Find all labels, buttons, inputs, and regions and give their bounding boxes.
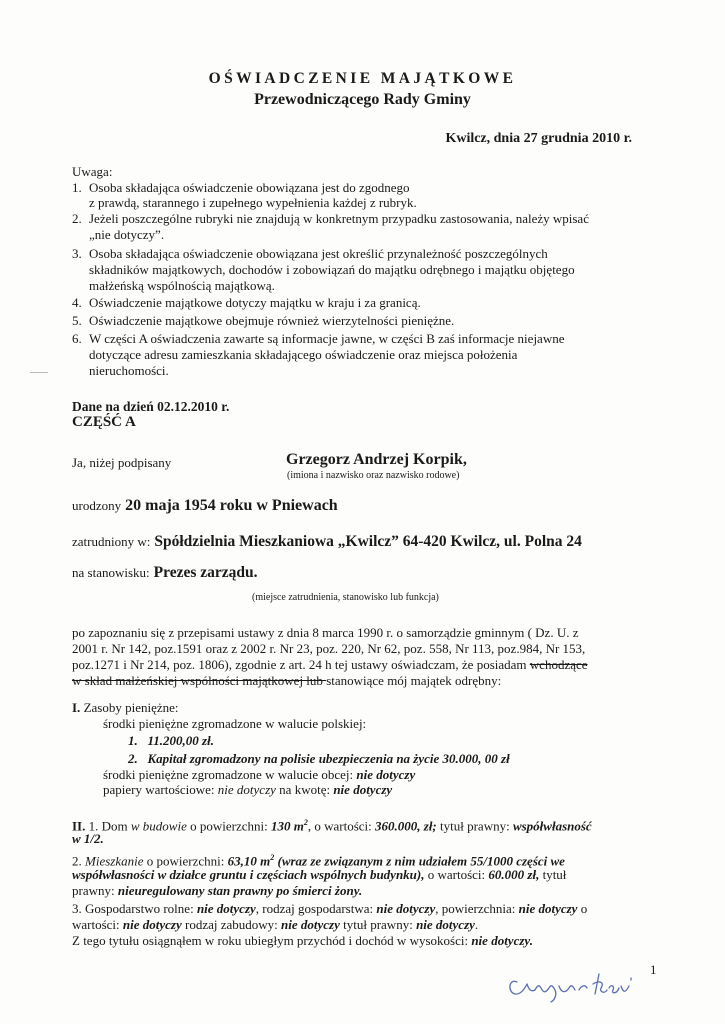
data-date: Dane na dzień 02.12.2010 r.	[72, 399, 230, 414]
apartment-line-3: prawny: nieuregulowany stan prawny po śmierci żony.	[72, 883, 363, 898]
birth-line: urodzony 20 maja 1954 roku w Pniewach	[72, 497, 338, 514]
uwaga-item-5: 5. Oświadczenie majątkowe obejmuje również wierzytelności pieniężne.	[72, 313, 455, 328]
declarant-name: Grzegorz Andrzej Korpik,	[286, 451, 467, 468]
house-line: II. 1. Dom w budowie o powierzchni: 130 $m^2$, o wartości: 360.000, zł; tytuł prawny: współwłasność	[72, 818, 592, 834]
uwaga-item-3: 3. Osoba składająca oświadczenie obowiązana jest określić przynależność poszczególnych	[72, 246, 548, 261]
intro-line-3: poz.1271 i Nr 214, poz. 1806), zgodnie z art. 24 h tej ustawy oświadczam, że posiadam wchodzące	[72, 657, 588, 672]
apartment-line-1: 2. Mieszkanie o powierzchni: 63,10 $m^2$ (wraz ze związanym z nim udziałem 55/1000 części we	[72, 853, 565, 869]
place-date: Kwilcz, dnia 27 grudnia 2010 r.	[445, 131, 632, 146]
part-a-heading: CZĘŚĆ A	[72, 414, 136, 430]
position-line: na stanowisku: Prezes zarządu.	[72, 564, 258, 581]
farm-line-2: wartości: nie dotyczy rodzaj zabudowy: nie dotyczy tytuł prawny: nie dotyczy.	[72, 917, 479, 932]
uwaga-item-3-cont1: składników majątkowych, dochodów i zobowiązań do majątku odrębnego i majątku objętego	[89, 262, 575, 277]
foreign-funds-line: środki pieniężne zgromadzone w walucie obcej: nie dotyczy	[103, 767, 416, 782]
section-i-heading: I. Zasoby pieniężne:	[72, 700, 179, 715]
farm-line-1: 3. Gospodarstwo rolne: nie dotyczy, rodzaj gospodarstwa: nie dotyczy, powierzchnia: nie dotyczy o	[72, 901, 588, 916]
uwaga-item-2: 2. Jeżeli poszczególne rubryki nie znajdują w konkretnym przypadku zastosowania, należy wpisać	[72, 211, 589, 226]
position-caption: (miejsce zatrudnienia, stanowisko lub funkcja)	[252, 592, 439, 603]
struck-wspolnosc: w skład małżeńskiej wspólności majątkowej lub	[72, 673, 327, 688]
declarant-name-caption: (imiona i nazwisko oraz nazwisko rodowe)	[287, 470, 460, 481]
house-share: w 1/2.	[72, 831, 104, 846]
margin-mark	[30, 372, 48, 373]
uwaga-item-6-cont2: nieruchomości.	[89, 363, 169, 378]
employment-line: zatrudniony w: Spółdzielnia Mieszkaniowa „Kwilcz” 64-420 Kwilcz, ul. Polna 24	[72, 533, 582, 550]
uwaga-item-2-cont: „nie dotyczy”.	[89, 227, 165, 242]
uwaga-item-6: 6. W części A oświadczenia zawarte są informacje jawne, w części B zaś informacje niejawne	[72, 331, 565, 346]
farm-income-line: Z tego tytułu osiągnąłem w roku ubiegłym przychód i dochód w wysokości: nie dotyczy.	[72, 933, 533, 948]
document-title: OŚWIADCZENIE MAJĄTKOWE	[208, 70, 517, 87]
intro-line-2: 2001 r. Nr 142, poz.1591 oraz z 2002 r. Nr 23, poz. 220, Nr 62, poz. 558, Nr 113, poz.984, Nr 153,	[72, 641, 586, 656]
uwaga-item-6-cont1: dotyczące adresu zamieszkania składającego oświadczenie oraz miejsca położenia	[89, 347, 518, 362]
pln-funds-label: środki pieniężne zgromadzone w walucie polskiej:	[103, 716, 367, 731]
struck-wchodzace: wchodzące	[529, 657, 588, 672]
handwritten-signature	[505, 964, 645, 1004]
intro-line-4: w skład małżeńskiej wspólności majątkowej lub stanowiące mój majątek odrębny:	[72, 673, 502, 688]
uwaga-item-1: 1. Osoba składająca oświadczenie obowiązana jest do zgodnego	[72, 180, 410, 195]
declarant-label: Ja, niżej podpisany	[72, 455, 172, 470]
pln-funds-item-2: 2. Kapitał zgromadzony na polisie ubezpieczenia na życie 30.000, 00 zł	[128, 751, 510, 766]
uwaga-item-4: 4. Oświadczenie majątkowe dotyczy majątku w kraju i za granicą.	[72, 295, 421, 310]
uwaga-heading: Uwaga:	[72, 164, 113, 179]
apartment-line-2: współwłasności w działce gruntu i częściach wspólnych budynku), o wartości: 60.000 zł, tytuł	[72, 867, 567, 882]
page-number: 1	[650, 962, 657, 977]
document-subtitle: Przewodniczącego Rady Gminy	[254, 91, 471, 108]
uwaga-item-3-cont2: małżeńską wspólnością majątkową.	[89, 278, 275, 293]
intro-line-1: po zapoznaniu się z przepisami ustawy z dnia 8 marca 1990 r. o samorządzie gminnym ( Dz. U. z	[72, 625, 579, 640]
pln-funds-item-1: 1. 11.200,00 zł.	[128, 733, 214, 748]
securities-line: papiery wartościowe: nie dotyczy na kwotę: nie dotyczy	[103, 782, 393, 797]
uwaga-item-1-cont: z prawdą, starannego i zupełnego wypełnienia każdej z rubryk.	[89, 195, 417, 210]
